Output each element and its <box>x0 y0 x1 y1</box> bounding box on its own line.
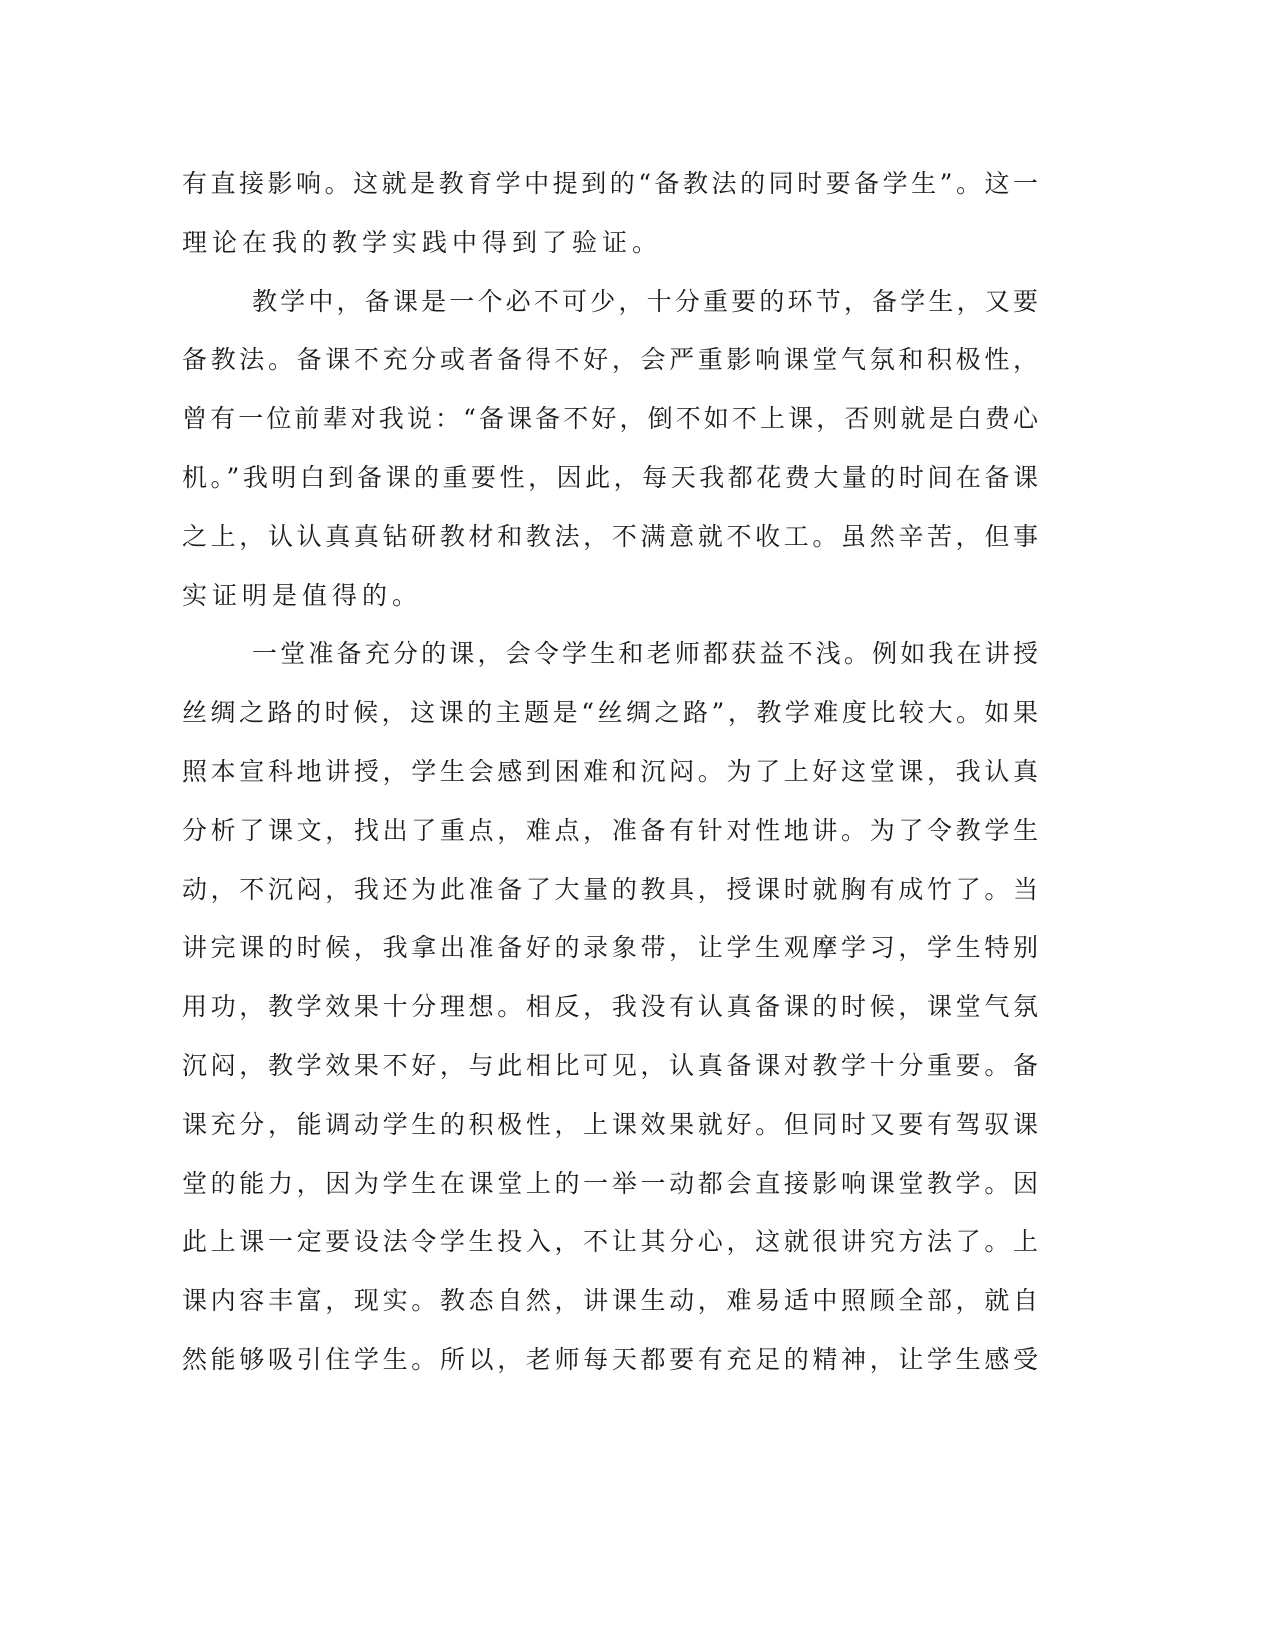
text-line: 理论在我的教学实践中得到了验证。 <box>182 227 663 257</box>
text-line: 曾有一位前辈对我说：“备课备不好，倒不如不上课，否则就是白费心 <box>182 404 1038 434</box>
paragraph-start-line: 教学中，备课是一个必不可少，十分重要的环节，备学生，又要 <box>252 286 1038 316</box>
text-line: 沉闷，教学效果不好，与此相比可见，认真备课对教学十分重要。备 <box>182 1050 1038 1080</box>
text-line: 然能够吸引住学生。所以，老师每天都要有充足的精神，让学生感受 <box>182 1344 1038 1374</box>
text-line: 有直接影响。这就是教育学中提到的“备教法的同时要备学生”。这一 <box>182 169 1038 198</box>
text-line: 堂的能力，因为学生在课堂上的一举一动都会直接影响课堂教学。因 <box>182 1168 1038 1198</box>
paragraph-start-line: 一堂准备充分的课，会令学生和老师都获益不浅。例如我在讲授 <box>252 639 1038 669</box>
body-text <box>182 155 1038 1390</box>
text-line: 课内容丰富，现实。教态自然，讲课生动，难易适中照顾全部，就自 <box>182 1286 1038 1316</box>
text-line: 课充分，能调动学生的积极性，上课效果就好。但同时又要有驾驭课 <box>182 1109 1038 1139</box>
text-line: 动，不沉闷，我还为此准备了大量的教具，授课时就胸有成竹了。当 <box>182 874 1038 904</box>
text-line: 分析了课文，找出了重点，难点，准备有针对性地讲。为了令教学生 <box>182 815 1038 845</box>
text-line: 丝绸之路的时候，这课的主题是“丝绸之路”，教学难度比较大。如果 <box>182 698 1038 728</box>
text-line: 照本宣科地讲授，学生会感到困难和沉闷。为了上好这堂课，我认真 <box>182 756 1038 786</box>
text-line: 机。”我明白到备课的重要性，因此，每天我都花费大量的时间在备课 <box>182 462 1038 492</box>
text-line: 此上课一定要设法令学生投入，不让其分心，这就很讲究方法了。上 <box>182 1227 1038 1257</box>
text-line: 讲完课的时候，我拿出准备好的录象带，让学生观摩学习，学生特别 <box>182 933 1038 963</box>
text-line: 实证明是值得的。 <box>182 580 423 610</box>
text-line: 备教法。备课不充分或者备得不好，会严重影响课堂气氛和积极性， <box>182 345 1038 375</box>
text-line: 用功，教学效果十分理想。相反，我没有认真备课的时候，课堂气氛 <box>182 992 1038 1022</box>
text-line: 之上，认认真真钻研教材和教法，不满意就不收工。虽然辛苦，但事 <box>182 521 1038 551</box>
